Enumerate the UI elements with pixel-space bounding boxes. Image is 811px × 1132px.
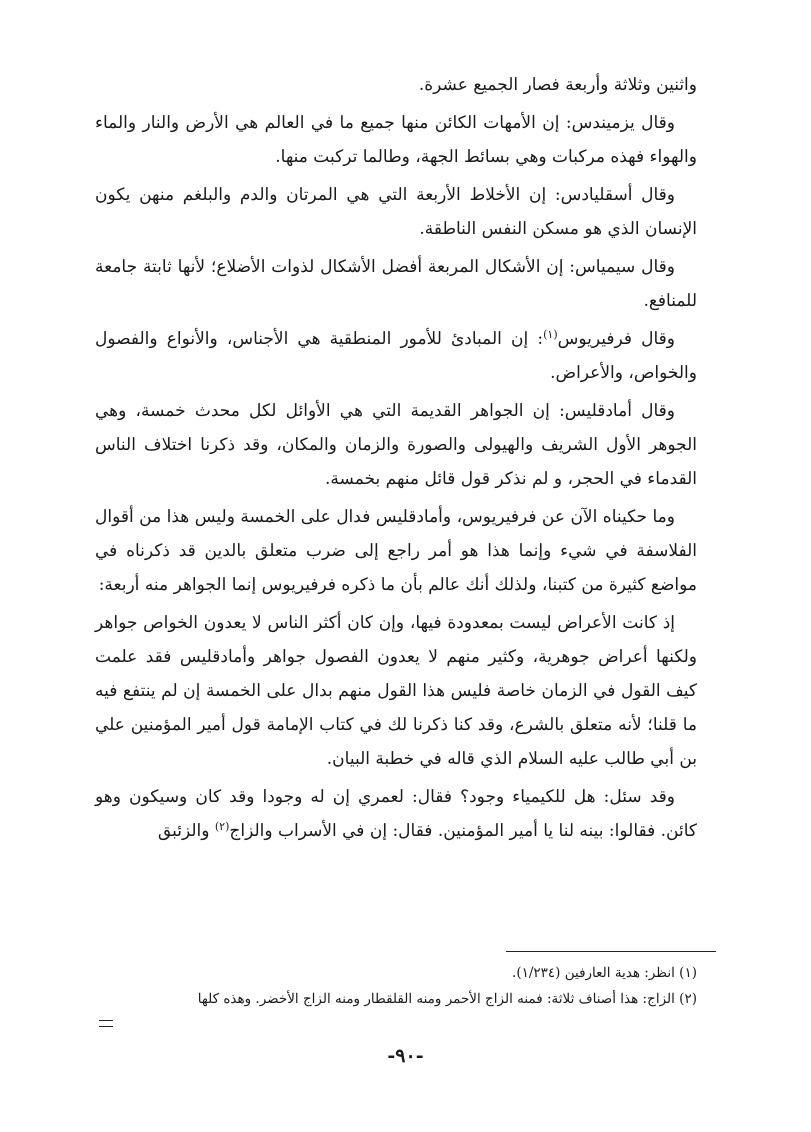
paragraph-text: وقال فرفيريوس (557, 329, 676, 349)
footnote-ref: (٢) (214, 820, 230, 833)
footnotes (95, 960, 697, 1012)
paragraph-text: وقد سئل: هل للكيمياء وجود؟ فقال: لعمري إن له وجودا وقد كان وسيكون وهو كائن. فقالوا: بينه لنا يا أمير المؤمنين. فقال: إن في الأسراب والزاج (95, 787, 697, 841)
paragraph: وقال أمادقليس: إن الجواهر القديمة التي هي الأوائل لكل محدث خمسة، وهي الجوهر الأول الشريف والهيولى والصورة والزمان والمكان، وقد ذكرنا اختلاف الناس القدماء في الحجر، و لم نذكر قول قائل منهم بخمسة. (95, 401, 697, 489)
footnote-ref: (١) (543, 328, 558, 341)
paragraph: وما حكيناه الآن عن فرفيريوس، وأمادقليس فدال على الخمسة وليس هذا من أقوال الفلاسفة في شيء وإنما هذا هو أمر راجع إلى ضرب متعلق بالدين قد ذكرناه في مواضع كثيرة من كتبنا، ولذلك أنك عالم بأن ما ذكره فرفيريوس إنما الجواهر منه أربعة: (95, 507, 697, 595)
main-text (95, 68, 697, 848)
footnote: (٢) الزاج: هذا أصناف ثلاثة: فمنه الزاج الأحمر ومنه القلقطار ومنه الزاج الأخضر. وهذه كلها (197, 991, 697, 1007)
footnote-separator (506, 951, 716, 952)
paragraph: وقال أسقليادس: إن الأخلاط الأربعة التي هي المرتان والدم والبلغم منهن يكون الإنسان الذي هو مسكن النفس الناطقة. (95, 185, 697, 239)
paragraph-text: والزئبق (157, 821, 215, 841)
continuation-mark (99, 1020, 113, 1027)
paragraph (95, 780, 697, 848)
paragraph: إذ كانت الأعراض ليست بمعدودة فيها، وإن كان أكثر الناس لا يعدون الخواص جواهر ولكنها أعراض جوهرية، وكثير منهم لا يعدون الفصول جواهر وأمادقليس فقد علمت كيف القول في الزمان خاصة فليس هذا القول منهم بدال على الخمسة إن لم ينتفع فيه ما قلنا؛ لأنه متعلق بالشرع، وقد كنا ذكرنا لك في كتاب الإمامة قول أمير المؤمنين علي بن أبي طالب عليه السلام الذي قاله في خطبة البيان. (95, 613, 697, 769)
paragraph-text: : إن المبادئ للأمور المنطقية هي الأجناس، والأنواع والفصول والخواص، والأعراض. (95, 329, 697, 383)
paragraph: وقال يزميندس: إن الأمهات الكائن منها جميع ما في العالم هي الأرض والنار والماء والهواء فهذه مركبات وهي بسائط الجهة، وطالما تركبت منها. (95, 113, 697, 167)
footnote: (١) انظر: هدية العارفين (١/٢٣٤). (512, 965, 697, 981)
page-number: -٩٠- (387, 1045, 424, 1067)
paragraph: وقال سيمياس: إن الأشكال المربعة أفضل الأشكال لذوات الأضلاع؛ لأنها ثابتة جامعة للمنافع. (95, 257, 697, 311)
paragraph: واثنين وثلاثة وأربعة فصار الجميع عشرة. (418, 75, 697, 95)
paragraph (95, 322, 697, 390)
